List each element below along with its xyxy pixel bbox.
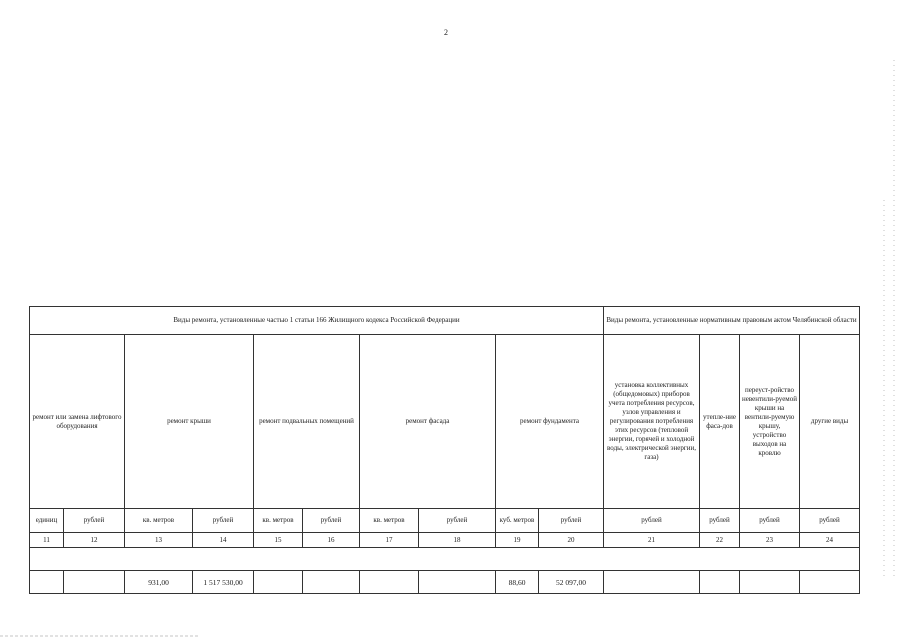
column-number: 19 xyxy=(496,533,539,548)
column-number: 20 xyxy=(539,533,604,548)
data-cell xyxy=(254,571,303,594)
column-numbers-row xyxy=(30,533,860,548)
column-number: 23 xyxy=(740,533,800,548)
unit-cell: рублей xyxy=(539,509,604,533)
data-cell: 52 097,00 xyxy=(539,571,604,594)
repair-types-table-container xyxy=(29,306,859,594)
data-cell xyxy=(740,571,800,594)
empty-cell xyxy=(30,548,860,571)
category-header-row xyxy=(30,335,860,509)
unit-cell: рублей xyxy=(604,509,700,533)
column-number: 13 xyxy=(125,533,193,548)
category-elevator: ремонт или замена лифтового оборудования xyxy=(30,335,125,509)
category-other: другие виды xyxy=(800,335,860,509)
data-cell xyxy=(360,571,419,594)
category-basement: ремонт подвальных помещений xyxy=(254,335,360,509)
column-number: 18 xyxy=(419,533,496,548)
data-cell: 88,60 xyxy=(496,571,539,594)
unit-cell: рублей xyxy=(800,509,860,533)
page-number: 2 xyxy=(444,28,448,37)
data-cell xyxy=(419,571,496,594)
unit-cell: кв. метров xyxy=(125,509,193,533)
data-cell: 1 517 530,00 xyxy=(193,571,254,594)
group-header-regional: Виды ремонта, установленные нормативным правовым актом Челябинской области xyxy=(604,307,860,335)
column-number: 22 xyxy=(700,533,740,548)
unit-cell: рублей xyxy=(419,509,496,533)
column-number: 17 xyxy=(360,533,419,548)
category-roof-conversion: переуст-ройство невентили-руемой крыши на вентили-руемую крышу, устройство выходов на кровлю xyxy=(740,335,800,509)
column-number: 12 xyxy=(64,533,125,548)
group-header-row xyxy=(30,307,860,335)
unit-cell: единиц xyxy=(30,509,64,533)
data-cell xyxy=(700,571,740,594)
column-number: 14 xyxy=(193,533,254,548)
category-foundation: ремонт фундамента xyxy=(496,335,604,509)
unit-cell: рублей xyxy=(193,509,254,533)
unit-cell: кв. метров xyxy=(360,509,419,533)
column-number: 15 xyxy=(254,533,303,548)
unit-cell: рублей xyxy=(740,509,800,533)
category-meters: установка коллективных (общедомовых) приборов учета потребления ресурсов, узлов управления и регулирования потребления этих ресурсов (тепловой энергии, горячей и холодной воды, электрической энергии, газа) xyxy=(604,335,700,509)
empty-row xyxy=(30,548,860,571)
category-facade-insulation: утепле-ние фаса-дов xyxy=(700,335,740,509)
unit-cell: кв. метров xyxy=(254,509,303,533)
unit-cell: рублей xyxy=(700,509,740,533)
data-cell xyxy=(604,571,700,594)
data-cell xyxy=(800,571,860,594)
scan-artifact-bottom xyxy=(0,628,905,640)
category-facade: ремонт фасада xyxy=(360,335,496,509)
data-cell: 931,00 xyxy=(125,571,193,594)
scan-artifact-right xyxy=(870,60,900,580)
group-header-federal: Виды ремонта, установленные частью 1 статьи 166 Жилищного кодекса Российской Федерации xyxy=(30,307,604,335)
unit-cell: рублей xyxy=(64,509,125,533)
category-roof: ремонт крыши xyxy=(125,335,254,509)
column-number: 24 xyxy=(800,533,860,548)
data-cell xyxy=(64,571,125,594)
column-number: 11 xyxy=(30,533,64,548)
unit-cell: куб. метров xyxy=(496,509,539,533)
column-number: 21 xyxy=(604,533,700,548)
data-cell xyxy=(30,571,64,594)
repair-types-table xyxy=(29,306,860,594)
data-row xyxy=(30,571,860,594)
data-cell xyxy=(303,571,360,594)
column-number: 16 xyxy=(303,533,360,548)
units-row xyxy=(30,509,860,533)
unit-cell: рублей xyxy=(303,509,360,533)
